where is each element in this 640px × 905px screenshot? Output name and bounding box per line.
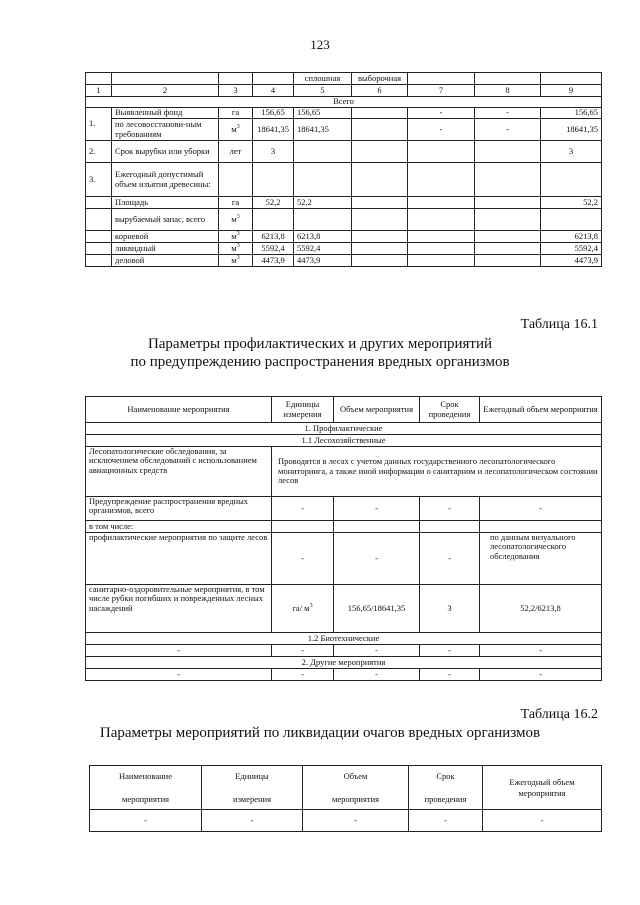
col-number: 1 <box>86 85 112 97</box>
cell: - <box>86 669 272 681</box>
cell: - <box>202 810 303 832</box>
cell: - <box>420 497 480 521</box>
row-unit: га <box>219 197 253 209</box>
cell <box>294 141 352 163</box>
header-top: Объем <box>343 770 368 781</box>
cell <box>352 141 408 163</box>
header-cell: сплошная <box>294 73 352 85</box>
cell: - <box>334 669 420 681</box>
section-title: 2. Другие мероприятия <box>86 657 602 669</box>
cell <box>408 231 475 243</box>
table-row <box>86 497 602 521</box>
cell <box>352 119 408 141</box>
cell: по данным визуального лесопатологического обследования <box>480 533 602 585</box>
table-16-1-title-line1: Параметры профилактических и других мероприятий <box>147 336 493 352</box>
cell: 6213,8 <box>294 231 352 243</box>
cell: - <box>480 645 602 657</box>
col-number: 8 <box>475 85 541 97</box>
cell: 5592,4 <box>541 243 602 255</box>
table-row <box>86 521 602 533</box>
cell: 156,65 <box>541 108 602 119</box>
cell: 3 <box>253 141 294 163</box>
header-cell <box>202 766 303 810</box>
cell <box>352 163 408 197</box>
cell: 18641,35 <box>294 119 352 141</box>
row-name: корневой <box>112 231 219 243</box>
cell: 4473,9 <box>541 255 602 267</box>
cell: 52,2 <box>253 197 294 209</box>
unit-sup: 3 <box>236 254 240 261</box>
unit-text: м <box>231 242 237 253</box>
section-row <box>86 435 602 447</box>
row-unit: лет <box>219 141 253 163</box>
cell <box>475 209 541 231</box>
col-number: 3 <box>219 85 253 97</box>
cell <box>408 163 475 197</box>
row-number: 3. <box>86 163 112 197</box>
cell <box>408 255 475 267</box>
header-row <box>86 73 602 85</box>
row-name: санитарно-оздоровительные мероприятия, в том числе рубки погибших и поврежденных лесных насаждений <box>86 585 272 633</box>
row-unit <box>219 255 253 267</box>
table-row <box>86 243 602 255</box>
table-row <box>86 533 602 585</box>
table-row <box>86 669 602 681</box>
row-name: Срок вырубки или уборки <box>112 141 219 163</box>
unit-text: м <box>231 254 237 265</box>
row-name: Выявленный фонд <box>112 108 219 119</box>
row-unit <box>219 119 253 141</box>
col-number: 2 <box>112 85 219 97</box>
header-top: Ежегодный объем <box>509 776 575 787</box>
cell: - <box>334 497 420 521</box>
cell <box>408 209 475 231</box>
table-row <box>90 810 602 832</box>
cell: - <box>272 533 334 585</box>
cell: - <box>272 645 334 657</box>
cell <box>352 209 408 231</box>
cell <box>352 231 408 243</box>
table-16-2 <box>89 765 602 832</box>
header-cell: Объем мероприятия <box>334 397 420 423</box>
cell: 156,65 <box>294 108 352 119</box>
header-cell: Наименование мероприятия <box>86 397 272 423</box>
cell <box>541 163 602 197</box>
table-row <box>86 119 602 141</box>
row-name: Предупреждение распространения вредных организмов, всего <box>86 497 272 521</box>
cell: 4473,9 <box>253 255 294 267</box>
unit-sup: 3 <box>236 213 240 220</box>
col-number: 9 <box>541 85 602 97</box>
header-top: Наименование <box>119 770 172 781</box>
cell <box>294 163 352 197</box>
header-cell <box>90 766 202 810</box>
header-bottom: мероприятия <box>121 793 170 804</box>
header-cell <box>483 766 602 810</box>
cell: - <box>420 533 480 585</box>
cell: - <box>90 810 202 832</box>
table-row <box>86 108 602 119</box>
cell: 52,2 <box>294 197 352 209</box>
cell: 52,2/6213,8 <box>480 585 602 633</box>
page-number: 123 <box>310 37 330 52</box>
cell <box>475 231 541 243</box>
header-row <box>90 766 602 810</box>
cell: - <box>272 669 334 681</box>
header-cell: Единицы измерения <box>272 397 334 423</box>
col-number: 4 <box>253 85 294 97</box>
header-cell: выборочная <box>352 73 408 85</box>
section-row <box>86 633 602 645</box>
table-row <box>86 197 602 209</box>
continuation-table <box>85 72 602 267</box>
cell <box>253 209 294 231</box>
unit-text: м <box>231 230 237 241</box>
row-name: Ежегодный допустимый объем изъятия древесины: <box>112 163 219 197</box>
cell: - <box>475 119 541 141</box>
cell: 3 <box>541 141 602 163</box>
unit-text: м <box>231 213 237 224</box>
row-name: вырубаемый запас, всего <box>112 209 219 231</box>
table-16-2-label: Таблица 16.2 <box>520 707 598 722</box>
cell: - <box>483 810 602 832</box>
table-row <box>86 231 602 243</box>
cell <box>475 163 541 197</box>
row-unit <box>272 585 334 633</box>
table-16-1-title-line2: по предупреждению распространения вредных организмов <box>130 354 510 370</box>
row-merged-text: Проводятся в лесах с учетом данных государственного лесопатологического мониторинга, а также иной информации о санитарном и лесопатологическом состоянии лесов <box>272 447 602 497</box>
cell: 6213,8 <box>541 231 602 243</box>
cell <box>408 197 475 209</box>
cell: 156,65/18641,35 <box>334 585 420 633</box>
col-number: 5 <box>294 85 352 97</box>
cell: 18641,35 <box>253 119 294 141</box>
cell: - <box>86 645 272 657</box>
unit-sup: 3 <box>236 242 240 249</box>
section-row <box>86 97 602 108</box>
row-name: деловой <box>112 255 219 267</box>
row-name: Лесопатологические обследования, за исключением обследований с использованием авиационных средств <box>86 447 272 497</box>
table-row <box>86 447 602 497</box>
unit-text: га/ м <box>292 602 310 613</box>
cell: - <box>475 108 541 119</box>
col-number: 7 <box>408 85 475 97</box>
cell <box>294 209 352 231</box>
header-bottom: мероприятия <box>331 793 380 804</box>
row-name: Площадь <box>112 197 219 209</box>
row-name: ликвидный <box>112 243 219 255</box>
unit-sup: 3 <box>236 230 240 237</box>
cell <box>475 255 541 267</box>
cell: - <box>408 108 475 119</box>
row-number: 1. <box>86 108 112 141</box>
cell: - <box>334 645 420 657</box>
cell: - <box>408 119 475 141</box>
cell: 6213,8 <box>253 231 294 243</box>
cell: - <box>420 645 480 657</box>
cell: - <box>272 497 334 521</box>
section-title: 1. Профилактические <box>86 423 602 435</box>
column-numbers-row <box>86 85 602 97</box>
cell <box>352 243 408 255</box>
cell <box>475 197 541 209</box>
header-top: Срок <box>436 770 455 781</box>
cell: - <box>334 533 420 585</box>
cell: 3 <box>420 585 480 633</box>
row-name: профилактические мероприятия по защите лесов <box>86 533 272 585</box>
cell <box>475 243 541 255</box>
header-bottom: проведения <box>424 793 467 804</box>
cell <box>475 141 541 163</box>
row-unit <box>219 209 253 231</box>
table-16-1 <box>85 396 602 681</box>
table-row <box>86 255 602 267</box>
row-unit <box>219 243 253 255</box>
row-unit <box>219 163 253 197</box>
cell <box>408 141 475 163</box>
section-row <box>86 657 602 669</box>
header-bottom: мероприятия <box>518 787 566 798</box>
table-row <box>86 163 602 197</box>
cell <box>541 209 602 231</box>
cell: 4473,9 <box>294 255 352 267</box>
header-cell: Срок проведения <box>420 397 480 423</box>
table-16-1-label: Таблица 16.1 <box>520 317 598 332</box>
row-name: по лесовосстанови-ным требованиям <box>112 119 219 141</box>
unit-sup: 3 <box>236 123 240 130</box>
row-name: в том числе: <box>86 521 272 533</box>
cell <box>408 243 475 255</box>
table-row <box>86 585 602 633</box>
section-title: 1.2 Биотехнические <box>86 633 602 645</box>
cell <box>352 255 408 267</box>
cell <box>352 197 408 209</box>
header-cell <box>409 766 483 810</box>
cell: - <box>480 497 602 521</box>
cell: - <box>480 669 602 681</box>
cell <box>253 163 294 197</box>
unit-sup: 3 <box>309 602 313 609</box>
cell: 5592,4 <box>253 243 294 255</box>
row-unit <box>219 231 253 243</box>
section-row <box>86 423 602 435</box>
row-number: 2. <box>86 141 112 163</box>
header-top: Единицы <box>235 770 269 781</box>
cell: 5592,4 <box>294 243 352 255</box>
header-cell: Ежегодный объем мероприятия <box>480 397 602 423</box>
cell: 18641,35 <box>541 119 602 141</box>
section-title: 1.1 Лесохозяйственные <box>86 435 602 447</box>
table-row <box>86 141 602 163</box>
section-all: Всего <box>86 97 602 108</box>
cell: - <box>409 810 483 832</box>
cell: 52,2 <box>541 197 602 209</box>
cell: 156,65 <box>253 108 294 119</box>
cell <box>352 108 408 119</box>
col-number: 6 <box>352 85 408 97</box>
cell: - <box>420 669 480 681</box>
header-cell <box>303 766 409 810</box>
table-row <box>86 209 602 231</box>
row-unit: га <box>219 108 253 119</box>
cell: - <box>303 810 409 832</box>
table-16-2-title: Параметры мероприятий по ликвидации очагов вредных организмов <box>99 725 541 741</box>
table-row <box>86 645 602 657</box>
header-row <box>86 397 602 423</box>
header-bottom: измерения <box>233 793 271 804</box>
unit-text: м <box>231 123 237 134</box>
